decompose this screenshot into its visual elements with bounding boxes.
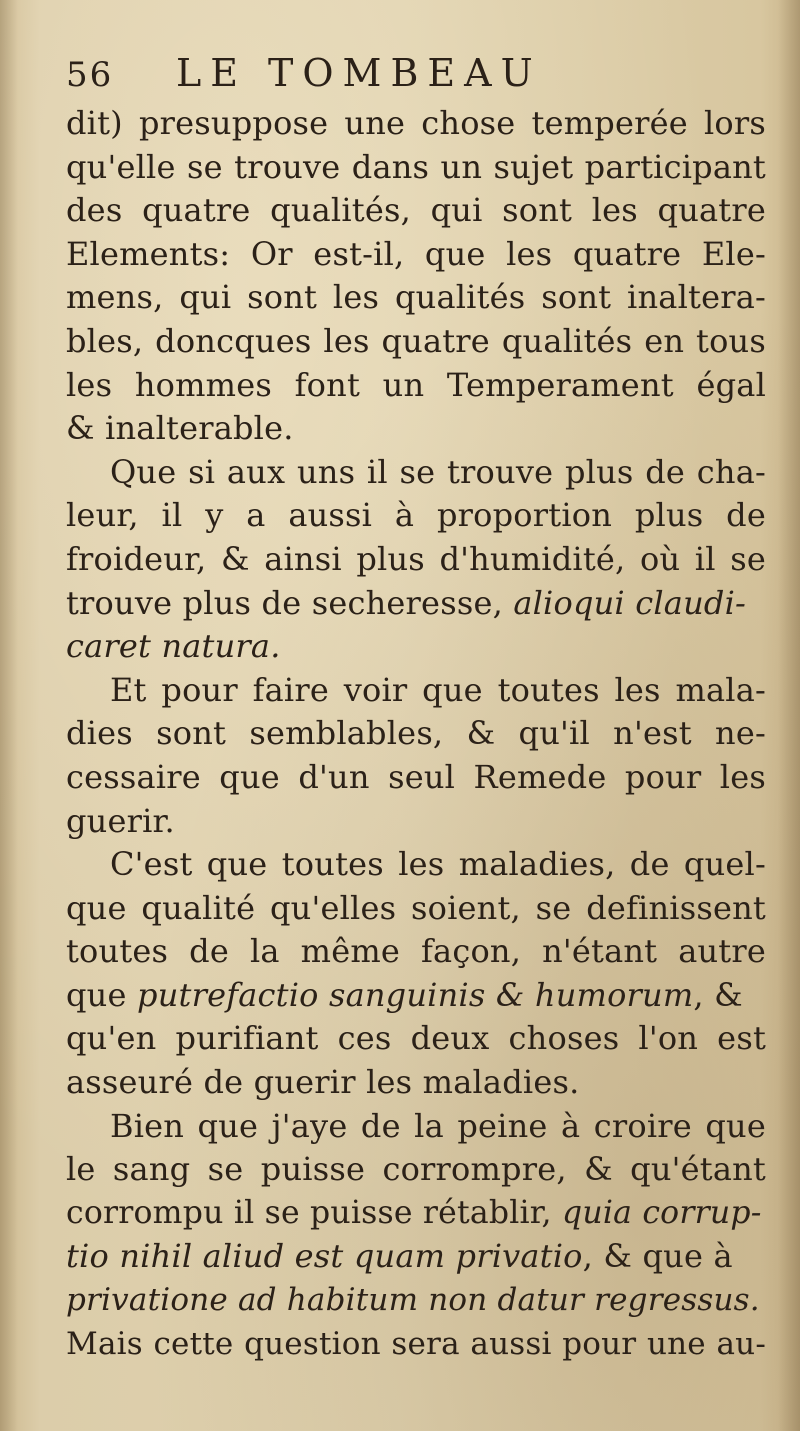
text-span: , & bbox=[693, 975, 743, 1014]
text-line: mens, qui sont les qualités sont inaltera- bbox=[66, 278, 766, 317]
text-line bbox=[66, 974, 766, 1018]
text-line bbox=[66, 1235, 766, 1279]
page-edge-left bbox=[0, 0, 18, 1431]
text-line: cessaire que d'un seul Remede pour les bbox=[66, 757, 766, 796]
page-edge-right bbox=[778, 0, 800, 1431]
text-line: qu'en purifiant ces deux choses l'on est bbox=[66, 1019, 766, 1058]
running-header bbox=[66, 44, 766, 102]
text-line: bles, doncques les quatre qualités en tous bbox=[66, 321, 766, 360]
paragraph-5 bbox=[66, 1105, 766, 1367]
paragraph-2 bbox=[66, 451, 766, 669]
text-line: Que si aux uns il se trouve plus de cha- bbox=[110, 452, 766, 491]
text-block bbox=[66, 44, 766, 1366]
text-span: trouve plus de secheresse, bbox=[66, 583, 514, 622]
text-line: le sang se puisse corrompre, & qu'étant bbox=[66, 1150, 766, 1189]
text-line: leur, il y a aussi à proportion plus de bbox=[66, 496, 766, 535]
text-line: dies sont semblables, & qu'il n'est ne- bbox=[66, 714, 766, 753]
latin-phrase: tio nihil aliud est quam privatio bbox=[66, 1237, 583, 1276]
text-line: Et pour faire voir que toutes les mala- bbox=[110, 670, 766, 709]
latin-phrase: quia corrup- bbox=[562, 1194, 762, 1231]
text-line: dit) presuppose une chose temperée lors bbox=[66, 104, 766, 142]
text-line: C'est que toutes les maladies, de quel- bbox=[110, 845, 766, 884]
text-line bbox=[66, 1192, 766, 1236]
latin-phrase: putrefactio sanguinis & humorum bbox=[137, 975, 694, 1014]
text-line: que qualité qu'elles soient, se definissent bbox=[66, 888, 766, 927]
running-title: LE TOMBEAU bbox=[176, 51, 542, 95]
text-line: froideur, & ainsi plus d'humidité, où il se bbox=[66, 539, 766, 578]
text-span: , & que à bbox=[582, 1237, 733, 1276]
text-line bbox=[66, 582, 766, 626]
latin-phrase: alioqui claudi- bbox=[513, 583, 747, 622]
text-line: toutes de la même façon, n'étant autre bbox=[66, 932, 766, 971]
page-number: 56 bbox=[66, 55, 114, 95]
text-line: Mais cette question sera aussi pour une au- bbox=[66, 1325, 766, 1362]
text-line: qu'elle se trouve dans un sujet participant bbox=[66, 147, 766, 186]
text-span: corrompu il se puisse rétablir, bbox=[66, 1194, 562, 1231]
text-line: asseuré de guerir les maladies. bbox=[66, 1063, 580, 1102]
text-span: que bbox=[66, 975, 138, 1014]
paragraph-1 bbox=[66, 102, 766, 451]
latin-phrase-line: privatione ad habitum non datur regressus. bbox=[66, 1282, 760, 1319]
text-line: & inalterable. bbox=[66, 409, 294, 448]
text-line: les hommes font un Temperament égal bbox=[66, 365, 766, 404]
text-line: Bien que j'aye de la peine à croire que bbox=[110, 1106, 766, 1145]
text-line: des quatre qualités, qui sont les quatre bbox=[66, 191, 766, 230]
paragraph-4 bbox=[66, 843, 766, 1105]
latin-phrase-line: caret natura. bbox=[66, 627, 281, 666]
paragraph-3 bbox=[66, 669, 766, 843]
text-line: guerir. bbox=[66, 801, 175, 840]
text-line: Elements: Or est-il, que les quatre Ele- bbox=[66, 234, 766, 273]
